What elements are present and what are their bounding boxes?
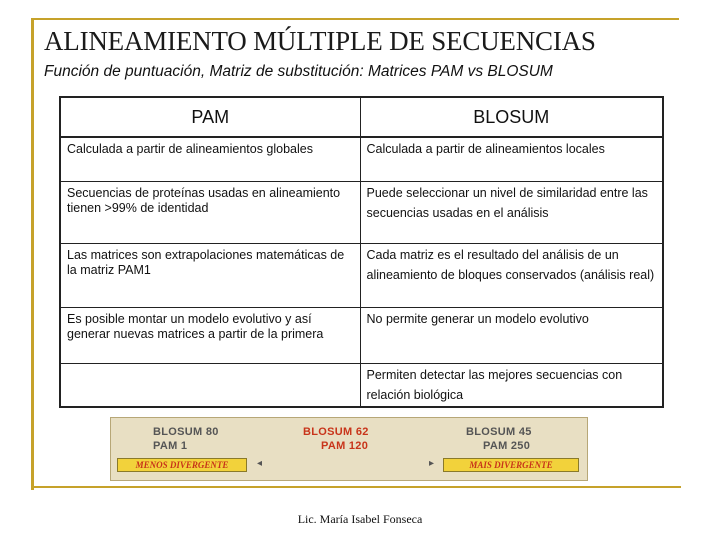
arrow-left-icon: ◂ <box>257 458 263 469</box>
table-row <box>60 137 663 181</box>
table-cell-blosum: Puede seleccionar un nivel de similaridad entre las secuencias usadas en el análisis <box>360 181 663 243</box>
divergence-scale <box>110 417 588 481</box>
frame-left-bar <box>31 18 34 490</box>
comparison-table <box>59 96 664 408</box>
table-cell-blosum: No permite generar un modelo evolutivo <box>360 307 663 363</box>
arrow-right-icon: ▸ <box>429 458 435 469</box>
table-row <box>60 307 663 363</box>
table-cell-pam: Secuencias de proteínas usadas en alineamiento tienen >99% de identidad <box>60 181 360 243</box>
frame-bottom-rule <box>31 486 681 488</box>
author-footer: Lic. María Isabel Fonseca <box>297 512 423 526</box>
scale-left-pam-label: PAM 1 <box>153 440 188 452</box>
frame-top-rule <box>31 18 679 20</box>
column-header-blosum: BLOSUM <box>360 97 663 137</box>
scale-mid-pam-label: PAM 120 <box>321 440 369 452</box>
table-row <box>60 243 663 307</box>
table-header-row <box>60 97 663 137</box>
scale-right-blosum-label: BLOSUM 45 <box>466 426 532 438</box>
table-cell-pam: Las matrices son extrapolaciones matemáticas de la matriz PAM1 <box>60 243 360 307</box>
page-subtitle: Función de puntuación, Matriz de substitución: Matrices PAM vs BLOSUM <box>44 63 553 80</box>
column-header-pam: PAM <box>60 97 360 137</box>
table-cell-pam: Calculada a partir de alineamientos globales <box>60 137 360 181</box>
table-cell-blosum: Cada matriz es el resultado del análisis de un alineamiento de bloques conservados (análisis real) <box>360 243 663 307</box>
table-cell-blosum: Calculada a partir de alineamientos locales <box>360 137 663 181</box>
page-title: ALINEAMIENTO MÚLTIPLE DE SECUENCIAS <box>44 26 596 56</box>
less-divergent-box: MENOS DIVERGENTE <box>117 458 247 472</box>
table-cell-blosum: Permiten detectar las mejores secuencias con relación biológica <box>360 363 663 407</box>
table-row <box>60 181 663 243</box>
scale-mid-blosum-label: BLOSUM 62 <box>303 426 369 438</box>
table-cell-pam <box>60 363 360 407</box>
more-divergent-box: MAIS DIVERGENTE <box>443 458 579 472</box>
scale-right-pam-label: PAM 250 <box>483 440 531 452</box>
table-row <box>60 363 663 407</box>
table-cell-pam: Es posible montar un modelo evolutivo y así generar nuevas matrices a partir de la primera <box>60 307 360 363</box>
scale-left-blosum-label: BLOSUM 80 <box>153 426 219 438</box>
